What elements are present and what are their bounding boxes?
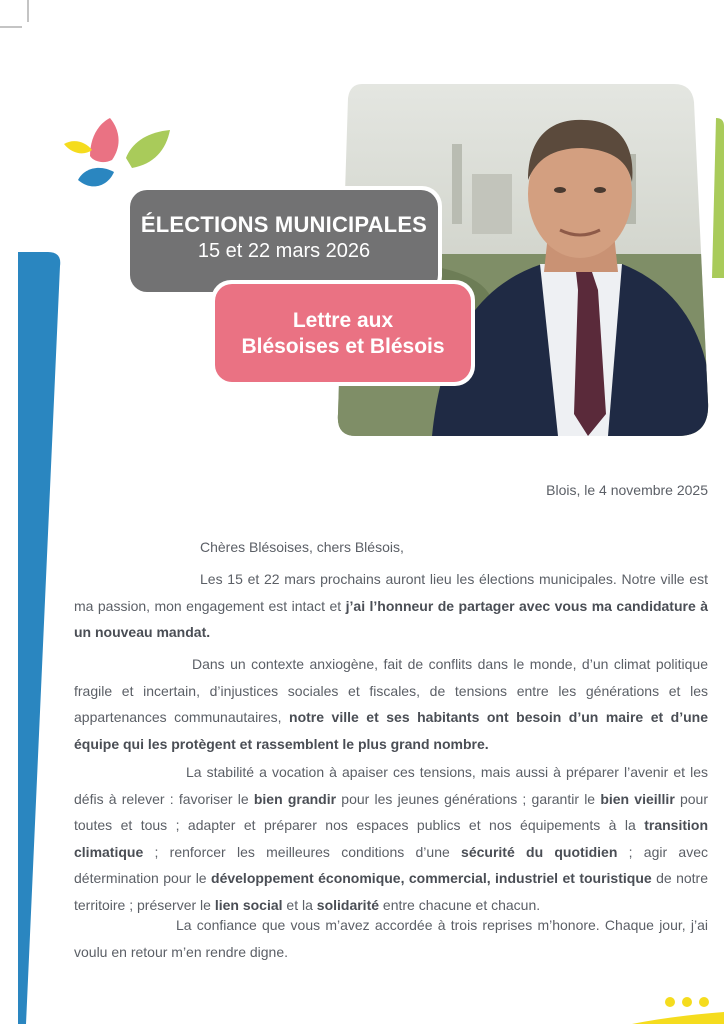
p3-bold-developpement: développement économique, commercial, industriel et touristique — [211, 870, 652, 886]
paragraph-2-bold: notre ville et ses habitants ont besoin d’un maire et d’une équipe qui les protègent et rassemblent le plus grand nombre. — [74, 709, 708, 752]
letter-title-line2: Blésoises et Blésois — [241, 335, 445, 358]
p3-text-m: et la — [282, 896, 317, 913]
p3-bold-bien-vieillir: bien vieillir — [600, 790, 675, 807]
letter-title-line1: Lettre aux — [292, 309, 394, 332]
paragraph-4 — [74, 912, 708, 965]
place-date: Blois, le 4 novembre 2025 — [546, 482, 708, 498]
paragraph-2 — [74, 651, 708, 757]
p3-text-c: pour les jeunes générations ; garantir le — [336, 790, 601, 807]
paragraph-1-bold: j’ai l’honneur de partager avec vous ma candidature à un nouveau mandat. — [74, 597, 708, 640]
election-dates: 15 et 22 mars 2026 — [197, 240, 371, 262]
letter-title-box-inner — [215, 284, 471, 382]
leaves-logo — [62, 118, 174, 194]
page-dots-decoration — [662, 994, 712, 1010]
paragraph-3 — [74, 759, 708, 918]
election-title-box-inner — [130, 190, 438, 292]
paragraph-1 — [74, 566, 708, 646]
paragraph-1-text: Les 15 et 22 mars prochains auront lieu les élections municipales. Notre ville est ma passion, mon engagement est intact et — [74, 571, 708, 614]
p3-text-g: ; renforcer les meilleures conditions d’une — [143, 843, 462, 860]
p3-bold-securite: sécurité du quotidien — [461, 843, 618, 860]
paragraph-4-text: La confiance que vous m’avez accordée à trois reprises m’honore. Chaque jour, j’ai voulu en retour m’en rendre digne. — [74, 917, 708, 960]
crop-marks — [0, 0, 40, 32]
blue-band-decoration — [18, 252, 62, 1024]
p3-bold-lien-social: lien social — [214, 896, 283, 913]
paragraph-2-text: Dans un contexte anxiogène, fait de conflits dans le monde, d’un climat politique fragile et incertain, d’injustices sociales et fiscales, de tensions entre les générations et les appartenances communautaires, — [74, 656, 708, 725]
p3-text-i: ; agir avec détermination pour le — [74, 843, 708, 886]
p3-text-o: entre chacune et chacun. — [379, 896, 541, 913]
p3-bold-bien-grandir: bien grandir — [253, 790, 337, 807]
p3-text-k: de notre territoire ; préserver le — [74, 870, 708, 913]
p3-text-e: pour toutes et tous ; adapter et préparer nos espaces publics et nos équipements à la — [74, 790, 708, 833]
letter-title-box — [211, 280, 475, 386]
salutation: Chères Blésoises, chers Blésois, — [200, 539, 404, 555]
p3-bold-transition: transition climatique — [74, 817, 708, 860]
p3-text-a: La stabilité a vocation à apaiser ces tensions, mais aussi à préparer l’avenir et les défis à relever : favoriser le — [74, 764, 708, 807]
p3-bold-solidarite: solidarité — [316, 896, 380, 913]
election-title: ÉLECTIONS MUNICIPALES — [140, 212, 428, 237]
